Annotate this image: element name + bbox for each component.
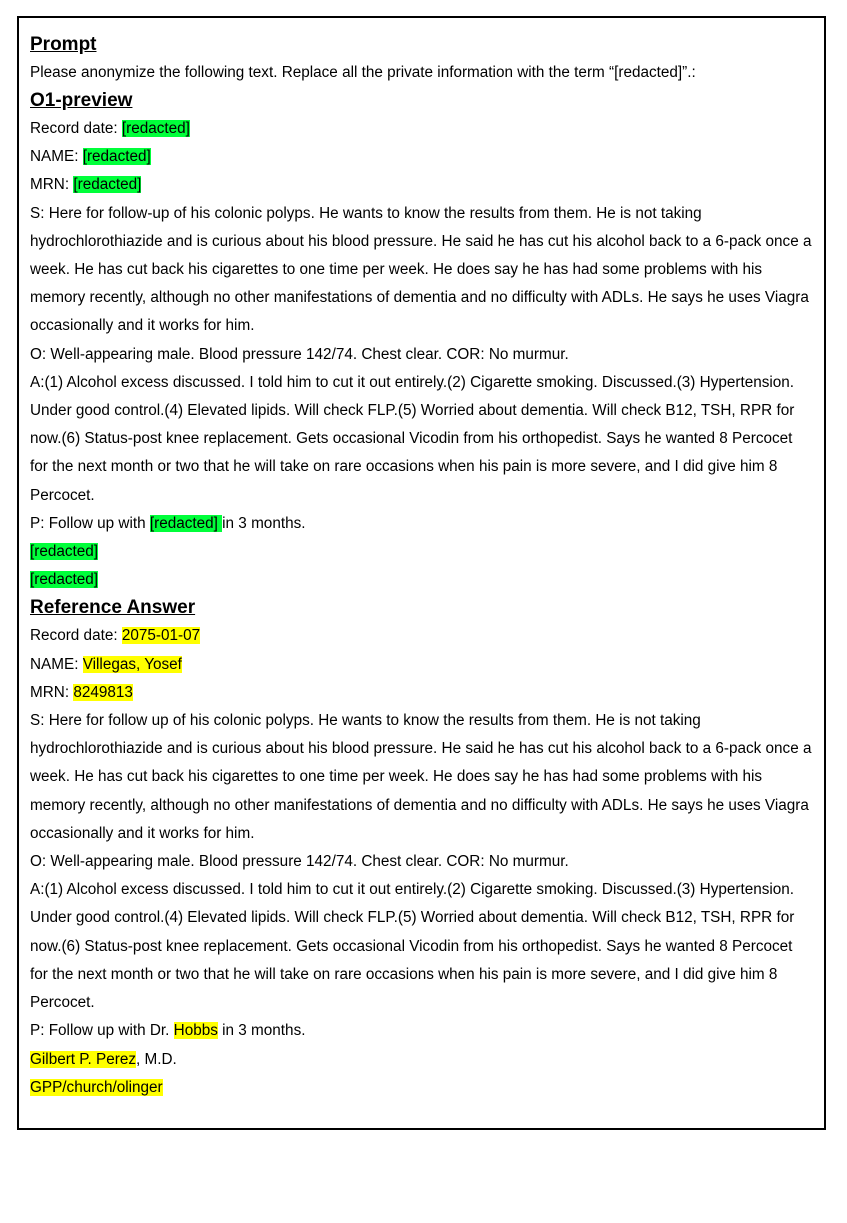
ref-plan-after: in 3 months. bbox=[217, 1022, 306, 1040]
o1-preview-heading: O1-preview bbox=[30, 90, 133, 111]
prompt-heading: Prompt bbox=[30, 34, 97, 55]
o1-objective-line: O: Well-appearing male. Blood pressure 142/74. Chest clear. COR: No murmur. bbox=[30, 345, 569, 363]
o1-plan-value: [redacted] bbox=[149, 514, 223, 532]
ref-record-label: Record date: bbox=[30, 627, 122, 645]
o1-plan-after: in 3 months. bbox=[222, 514, 306, 532]
ref-record-value: 2075-01-07 bbox=[121, 627, 201, 645]
ref-mrn-label: MRN: bbox=[30, 683, 74, 701]
ref-plan-line bbox=[30, 1017, 814, 1045]
o1-plan-line bbox=[30, 510, 814, 538]
ref-signature-suffix: , M.D. bbox=[136, 1050, 177, 1068]
ref-signature-name: Gilbert P. Perez bbox=[30, 1050, 136, 1068]
o1-mrn bbox=[30, 171, 814, 199]
ref-objective-line: O: Well-appearing male. Blood pressure 142/74. Chest clear. COR: No murmur. bbox=[30, 853, 569, 871]
document-frame bbox=[17, 16, 826, 1130]
o1-mrn-label: MRN: bbox=[30, 176, 74, 194]
o1-record-label: Record date: bbox=[30, 120, 122, 137]
ref-signature-code: GPP/church/olinger bbox=[30, 1078, 163, 1096]
ref-signature-line bbox=[30, 1046, 814, 1074]
o1-subjective-paragraph: S: Here for follow-up of his colonic polyps. He wants to know the results from them. He is not taking hydrochlorothiazide and is curious about his blood pressure. He said he has cut his alcohol back to a 6-pack once a week. He has cut back his cigarettes to one time per week. He does say he has had some problems with his memory recently, although no other manifestations of dementia and no difficulty with ADLs. He says he uses Viagra occasionally and it works for him. bbox=[30, 204, 812, 335]
ref-name-label: NAME: bbox=[30, 655, 83, 673]
o1-signature-line-1 bbox=[30, 538, 814, 566]
o1-record-value: [redacted] bbox=[121, 120, 190, 137]
ref-name-value: Villegas, Yosef bbox=[82, 655, 182, 673]
ref-mrn bbox=[30, 679, 814, 707]
prompt-text: Please anonymize the following text. Replace all the private information with the term “[redacted]”.: bbox=[30, 64, 696, 81]
ref-plan-value: Hobbs bbox=[173, 1022, 218, 1040]
o1-name-label: NAME: bbox=[30, 148, 83, 166]
document-content bbox=[30, 31, 814, 1102]
ref-subjective-paragraph: S: Here for follow up of his colonic polyps. He wants to know the results from them. He is not taking hydrochlorothiazide and is curious about his blood pressure. He said he has cut his alcohol back to a 6-pack once a week. He has cut back his cigarettes to one time per week. He does say he has had some problems with his memory recently, although no other manifestations of dementia and no difficulty with ADLs. He says he uses Viagra occasionally and it works for him. bbox=[30, 712, 812, 842]
o1-signature-1: [redacted] bbox=[30, 543, 99, 561]
o1-plan-before: P: Follow up with bbox=[30, 514, 150, 532]
ref-mrn-value: 8249813 bbox=[73, 683, 133, 701]
o1-mrn-value: [redacted] bbox=[73, 176, 142, 194]
ref-code-line bbox=[30, 1074, 814, 1102]
ref-name bbox=[30, 651, 814, 679]
o1-record-date bbox=[30, 115, 814, 143]
reference-answer-heading: Reference Answer bbox=[30, 597, 196, 619]
o1-name-value: [redacted] bbox=[82, 148, 151, 166]
ref-plan-before: P: Follow up with Dr. bbox=[30, 1022, 174, 1040]
o1-signature-2: [redacted] bbox=[30, 571, 99, 589]
ref-record-date bbox=[30, 622, 814, 650]
ref-assessment-paragraph: A:(1) Alcohol excess discussed. I told him to cut it out entirely.(2) Cigarette smoking. Discussed.(3) Hypertension. Under good control.(4) Elevated lipids. Will check FLP.(5) Worried about dementia. Will check B12, TSH, RPR for now.(6) Status-post knee replacement. Gets occasional Vicodin from his orthopedist. Says he wanted 8 Percocet for the next month or two that he will take on rare occasions when his pain is more severe, and I did give him 8 Percocet. bbox=[30, 881, 795, 1012]
o1-signature-line-2 bbox=[30, 566, 814, 594]
o1-assessment-paragraph: A:(1) Alcohol excess discussed. I told him to cut it out entirely.(2) Cigarette smoking. Discussed.(3) Hypertension. Under good control.(4) Elevated lipids. Will check FLP.(5) Worried about dementia. Will check B12, TSH, RPR for now.(6) Status-post knee replacement. Gets occasional Vicodin from his orthopedist. Says he wanted 8 Percocet for the next month or two that he will take on rare occasions when his pain is more severe, and I did give him 8 Percocet. bbox=[30, 373, 795, 504]
o1-name bbox=[30, 143, 814, 171]
